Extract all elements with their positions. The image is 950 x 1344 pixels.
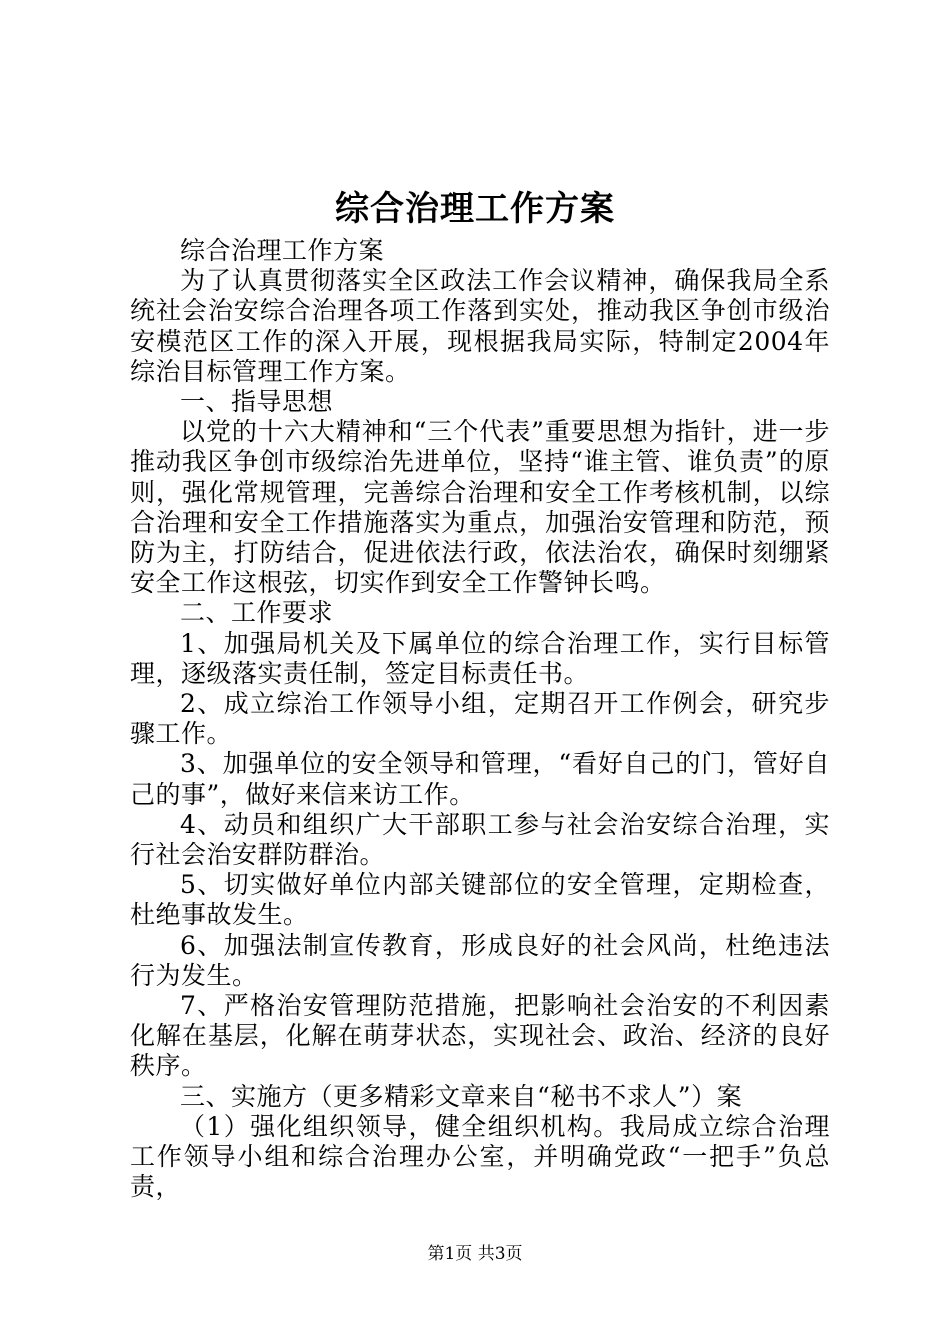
document-title: 综合治理工作方案	[335, 189, 615, 229]
list-item: 5、切实做好单位内部关键部位的安全管理，定期检查，杜绝事故发生。	[130, 870, 830, 930]
list-item: 7、严格治安管理防范措施，把影响社会治安的不利因素化解在基层，化解在萌芽状态，实现社会、政治、经济的良好秩序。	[130, 991, 830, 1081]
list-item: 3、加强单位的安全领导和管理，“看好自己的门，管好自己的事”，做好来信来访工作。	[130, 749, 830, 809]
paragraph: 为了认真贯彻落实全区政法工作会议精神，确保我局全系统社会治安综合治理各项工作落到实处，推动我区争创市级治安模范区工作的深入开展，现根据我局实际，特制定2004年综治目标管理工作方案。	[130, 266, 830, 386]
list-item: 6、加强法制宣传教育，形成良好的社会风尚，杜绝违法行为发生。	[130, 930, 830, 990]
section-heading: 三、实施方（更多精彩文章来自“秘书不求人”）案	[180, 1081, 743, 1111]
list-item: 4、动员和组织广大干部职工参与社会治安综合治理，实行社会治安群防群治。	[130, 809, 830, 870]
list-item: 2、成立综治工作领导小组，定期召开工作例会，研究步骤工作。	[130, 689, 830, 749]
section-heading: 二、工作要求	[180, 598, 334, 628]
paragraph: （1）强化组织领导，健全组织机构。我局成立综合治理工作领导小组和综合治理办公室，并明确党政“一把手”负总责，	[130, 1111, 830, 1202]
list-item: 1、加强局机关及下属单位的综合治理工作，实行目标管理，逐级落实责任制，签定目标责任书。	[130, 628, 830, 688]
paragraph: 综合治理工作方案	[180, 236, 385, 265]
paragraph: 以党的十六大精神和“三个代表”重要思想为指针，进一步推动我区争创市级综治先进单位，坚持“谁主管、谁负责”的原则，强化常规管理，完善综合治理和安全工作考核机制，以综合治理和安全工作措施落实为重点，加强治安管理和防范，预防为主，打防结合，促进依法行政，依法治农，确保时刻绷紧安全工作这根弦，切实作到安全工作警钟长鸣。	[130, 417, 830, 598]
document-body	[130, 236, 830, 1203]
page-footer: 第1页 共3页	[427, 1244, 523, 1264]
section-heading: 一、指导思想	[180, 387, 334, 417]
